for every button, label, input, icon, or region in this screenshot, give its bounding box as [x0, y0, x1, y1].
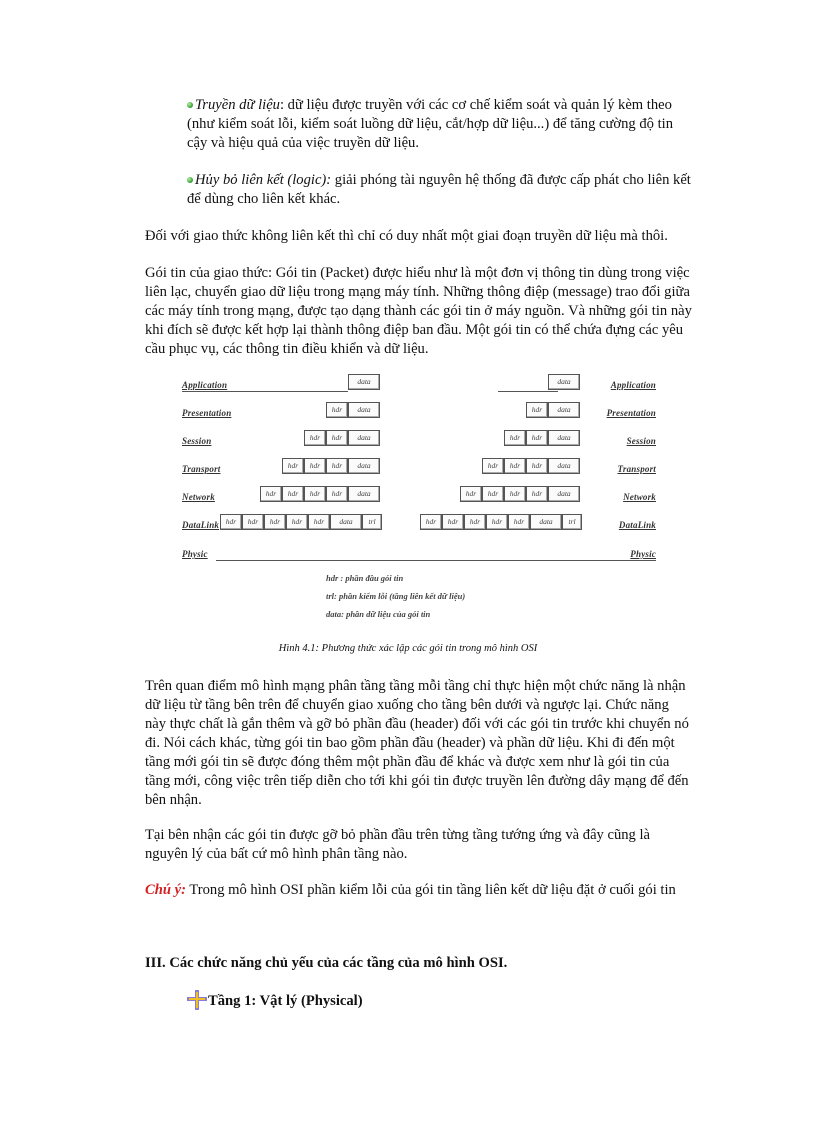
data-cell: data — [348, 374, 380, 390]
header-cell: hdr — [504, 458, 526, 474]
layer-label-right: Presentation — [606, 408, 656, 418]
layer-label-left: DataLink — [182, 520, 220, 530]
header-cell: hdr — [220, 514, 242, 530]
paragraph-cancel — [187, 171, 693, 209]
layer-label-left: Session — [182, 436, 212, 446]
trailer-cell: trl — [362, 514, 382, 530]
text-transfer: : dữ liệu được truyền với các cơ chế kiểm soát và quản lý kèm theo (như kiểm soát lỗi, kiểm soát luồng dữ liệu, cắt/hợp dữ liệu...) để tăng cường độ tin cậy và hiệu quả của việc truyền dữ liệu. — [187, 97, 674, 151]
header-cell: hdr — [286, 514, 308, 530]
cross-icon — [187, 990, 207, 1010]
note-text: Trong mô hình OSI phần kiểm lỗi của gói tin tầng liên kết dữ liệu đặt ở cuối gói tin — [185, 882, 676, 898]
legend-data: data: phần dữ liệu của gói tin — [326, 609, 431, 619]
legend-header: hdr : phần đầu gói tin — [326, 573, 404, 583]
data-cell: data — [548, 374, 580, 390]
header-cell: hdr — [526, 430, 548, 446]
header-cell: hdr — [308, 514, 330, 530]
paragraph-connectionless: Đối với giao thức không liên kết thì chỉ có duy nhất một giai đoạn truyền dữ liệu mà thôi. — [145, 228, 668, 244]
bullet-icon — [187, 102, 193, 108]
data-cell: data — [348, 402, 380, 418]
section-heading: III. Các chức năng chủ yếu của các tầng của mô hình OSI. — [145, 955, 508, 971]
header-cell: hdr — [526, 458, 548, 474]
header-cell: hdr — [326, 430, 348, 446]
trailer-cell: trl — [562, 514, 582, 530]
data-cell: data — [330, 514, 362, 530]
layer-label-left: Application — [182, 380, 228, 390]
layer-rule — [182, 391, 348, 392]
layer-rule — [498, 391, 558, 392]
paragraph-packet: Gói tin của giao thức: Gói tin (Packet) được hiểu như là một đơn vị thông tin dùng trong việc liên lạc, chuyển giao dữ liệu trong mạng máy tính. Những thông điệp (message) trao đổi giữa các máy tính trong mạng, được tạo dạng thành các gói tin ở máy nguồn. Và những gói tin này khi đích sẽ được kết hợp lại thành thông điệp ban đầu. Một gói tin có thể chứa đựng các yêu cầu phục vụ, các thông tin điều khiển và dữ liệu. — [145, 265, 692, 357]
layer-label-right: Network — [623, 492, 656, 502]
layer-label-left: Network — [182, 492, 215, 502]
layer-label-left: Physic — [182, 549, 208, 559]
note-label: Chú ý: — [145, 882, 186, 898]
bullet-icon — [187, 177, 193, 183]
header-cell: hdr — [504, 486, 526, 502]
data-cell: data — [530, 514, 562, 530]
layer-label-right: Transport — [617, 464, 656, 474]
paragraph-note — [145, 881, 693, 900]
physical-link-line — [216, 560, 656, 561]
subheading-physical — [187, 990, 363, 1010]
term-transfer: Truyền dữ liệu — [195, 97, 280, 113]
header-cell: hdr — [464, 514, 486, 530]
data-cell: data — [548, 486, 580, 502]
header-cell: hdr — [508, 514, 530, 530]
legend-trailer: trl: phần kiểm lỗi (tầng liên kết dữ liệu) — [326, 591, 466, 601]
header-cell: hdr — [242, 514, 264, 530]
layer-label-left: Presentation — [182, 408, 232, 418]
header-cell: hdr — [442, 514, 464, 530]
header-cell: hdr — [326, 402, 348, 418]
header-cell: hdr — [282, 458, 304, 474]
data-cell: data — [348, 430, 380, 446]
layer-label-right: Physic — [630, 549, 656, 559]
osi-packet-figure — [182, 370, 656, 619]
layer-label-left: Transport — [182, 464, 221, 474]
header-cell: hdr — [304, 486, 326, 502]
header-cell: hdr — [486, 514, 508, 530]
header-cell: hdr — [260, 486, 282, 502]
data-cell: data — [548, 430, 580, 446]
header-cell: hdr — [460, 486, 482, 502]
data-cell: data — [548, 458, 580, 474]
header-cell: hdr — [304, 430, 326, 446]
header-cell: hdr — [504, 430, 526, 446]
figure-caption: Hình 4.1: Phương thức xác lập các gói tin trong mô hình OSI — [278, 643, 538, 654]
text-cancel: giải phóng tài nguyên hệ thống đã được cấp phát cho liên kết để dùng cho liên kết khác. — [187, 172, 691, 207]
header-cell: hdr — [420, 514, 442, 530]
header-cell: hdr — [482, 458, 504, 474]
layer-label-right: Session — [626, 436, 656, 446]
subheading-text: Tầng 1: Vật lý (Physical) — [208, 993, 363, 1009]
data-cell: data — [548, 402, 580, 418]
data-cell: data — [348, 458, 380, 474]
header-cell: hdr — [526, 402, 548, 418]
header-cell: hdr — [482, 486, 504, 502]
header-cell: hdr — [282, 486, 304, 502]
layer-label-right: Application — [610, 380, 656, 390]
term-cancel: Hủy bỏ liên kết (logic): — [195, 172, 332, 188]
data-cell: data — [348, 486, 380, 502]
header-cell: hdr — [264, 514, 286, 530]
header-cell: hdr — [526, 486, 548, 502]
paragraph-receiver: Tại bên nhận các gói tin được gỡ bỏ phần đầu trên từng tầng tướng ứng và đây cũng là nguyên lý của bất cứ mô hình phân tầng nào. — [145, 827, 651, 862]
paragraph-layered: Trên quan điểm mô hình mạng phân tầng tầng mỗi tầng chỉ thực hiện một chức năng là nhận dữ liệu từ tầng bên trên để chuyển giao xuống cho tầng bên dưới và ngược lại. Chức năng này thực chất là gắn thêm và gỡ bỏ phần đầu (header) đối với các gói tin trước khi chuyển nó đi. Nói cách khác, từng gói tin bao gồm phần đầu (header) và phần dữ liệu. Khi đi đến một tầng mới gói tin sẽ được đóng thêm một phần đầu để khác và được xem như là gói tin của tầng mới, công việc trên tiếp diễn cho tới khi gói tin được truyền lên đường dây mạng để đến bên nhận. — [145, 678, 689, 808]
header-cell: hdr — [304, 458, 326, 474]
paragraph-transfer — [187, 96, 693, 153]
header-cell: hdr — [326, 486, 348, 502]
header-cell: hdr — [326, 458, 348, 474]
layer-label-right: DataLink — [618, 520, 656, 530]
